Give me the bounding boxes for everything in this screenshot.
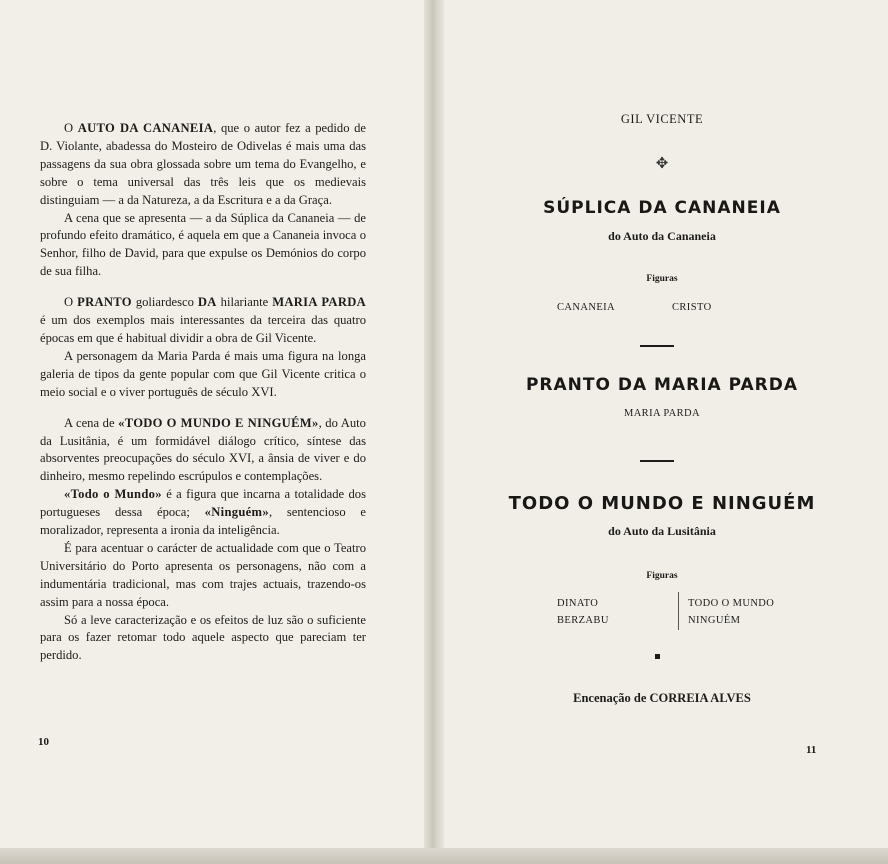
page-number-left: 10 (38, 736, 49, 748)
paragraph (40, 486, 366, 540)
text-run: goliardesco (131, 295, 198, 310)
paragraph (40, 294, 366, 348)
character-dinato: DINATO (557, 598, 599, 609)
scene1-source: do Auto da Cananeia (608, 229, 716, 243)
scene3-source: do Auto da Lusitânia (608, 524, 716, 538)
paragraph (40, 210, 366, 282)
character-todo-o-mundo: TODO O MUNDO (688, 598, 775, 609)
character-maria-parda: MARIA PARDA (623, 408, 701, 419)
left-page-body-text (40, 120, 366, 665)
scene2-title: PRANTO DA MARIA PARDA (525, 375, 799, 395)
text-run: , sentencioso e moralizador, representa a ironia da inteligência. (40, 505, 366, 538)
text-run: é um dos exemplos mais interessantes da terceira das quatro épocas em que é habitual dividir a obra de Gil Vicente. (40, 313, 366, 345)
text-run: A cena que se apresenta — a da Súplica da Cananeia — de profundo efeito dramático, é aquela em que a Cananeia invoca o Senhor, filho de David, para que expulse os Demónios do corpo de sua filha. (40, 210, 366, 279)
paragraph (40, 415, 366, 487)
page-number-right: 11 (806, 744, 817, 756)
character-berzabu: BERZABU (557, 615, 609, 626)
bold-text: AUTO DA CANANEIA (77, 121, 214, 135)
paragraph (40, 120, 366, 210)
characters-divider (678, 592, 679, 630)
text-run: É para acentuar o carácter de actualidade com que o Teatro Universitário do Porto apresenta os personagens, não com a indumentária tradicional, mas com trajes actuais, trazendo-os assim para a nossa época. (40, 540, 366, 609)
scene1-title: SÚPLICA DA CANANEIA (543, 198, 781, 218)
text-run: é a figura que incarna a totalidade dos portugueses dessa época; (40, 487, 366, 520)
character-cristo: CRISTO (672, 302, 712, 313)
text-run: , do Auto da Lusitânia, é um formidável diálogo crítico, síntese das absorventes preocupações do século XVI, a ânsia de viver e do dinheiro, mesmo repelindo escrúpulos e contemplações. (40, 415, 366, 484)
section-divider (640, 345, 674, 347)
scene3-figures-label: Figuras (646, 571, 678, 581)
bold-text: PRANTO (77, 295, 132, 310)
page-bottom-edge (0, 848, 888, 864)
text-run: A personagem da Maria Parda é mais uma figura na longa galeria de tipos da gente popular com que Gil Vicente critica o meio social e o viver português de século XVI. (40, 348, 366, 399)
text-run: O (64, 121, 78, 135)
square-bullet-icon (655, 654, 660, 659)
text-run: A cena de (64, 415, 119, 430)
paragraph (40, 540, 366, 612)
text-run: hilariante (216, 295, 273, 310)
bold-text: «TODO O MUNDO E NINGUÉM» (118, 415, 319, 430)
character-cananeia: CANANEIA (557, 302, 616, 313)
scene3-title: TODO O MUNDO E NINGUÉM (508, 493, 816, 514)
right-page (436, 0, 888, 864)
author-name: GIL VICENTE (620, 112, 704, 126)
paragraph (40, 612, 366, 666)
bold-text: MARIA PARDA (272, 295, 367, 310)
ornament-icon: ✥ (655, 156, 669, 172)
text-run: O (64, 295, 78, 310)
paragraph (40, 348, 366, 402)
section-divider (640, 460, 674, 462)
scene1-figures-label: Figuras (646, 274, 678, 284)
bold-text: «Todo o Mundo» (64, 487, 162, 502)
bold-text: «Ninguém» (204, 505, 269, 520)
staging-credit: Encenação de CORREIA ALVES (573, 691, 751, 705)
character-ninguem: NINGUÉM (688, 615, 741, 626)
bold-text: DA (197, 295, 217, 310)
text-run: Só a leve caracterização e os efeitos de luz são o suficiente para os fazer retomar todo aquele aspecto que pareciam ter perdido. (40, 612, 366, 663)
text-run: , que o autor fez a pedido de D. Violante, abadessa do Mosteiro de Odivelas é mais uma das passagens da sua obra glossada sobre um tema do Evangelho, e sobre o tema universal das três leis que os medievais distinguiam — a da Natureza, a da Escritura e a da Graça. (40, 121, 367, 207)
book-gutter (424, 0, 444, 864)
